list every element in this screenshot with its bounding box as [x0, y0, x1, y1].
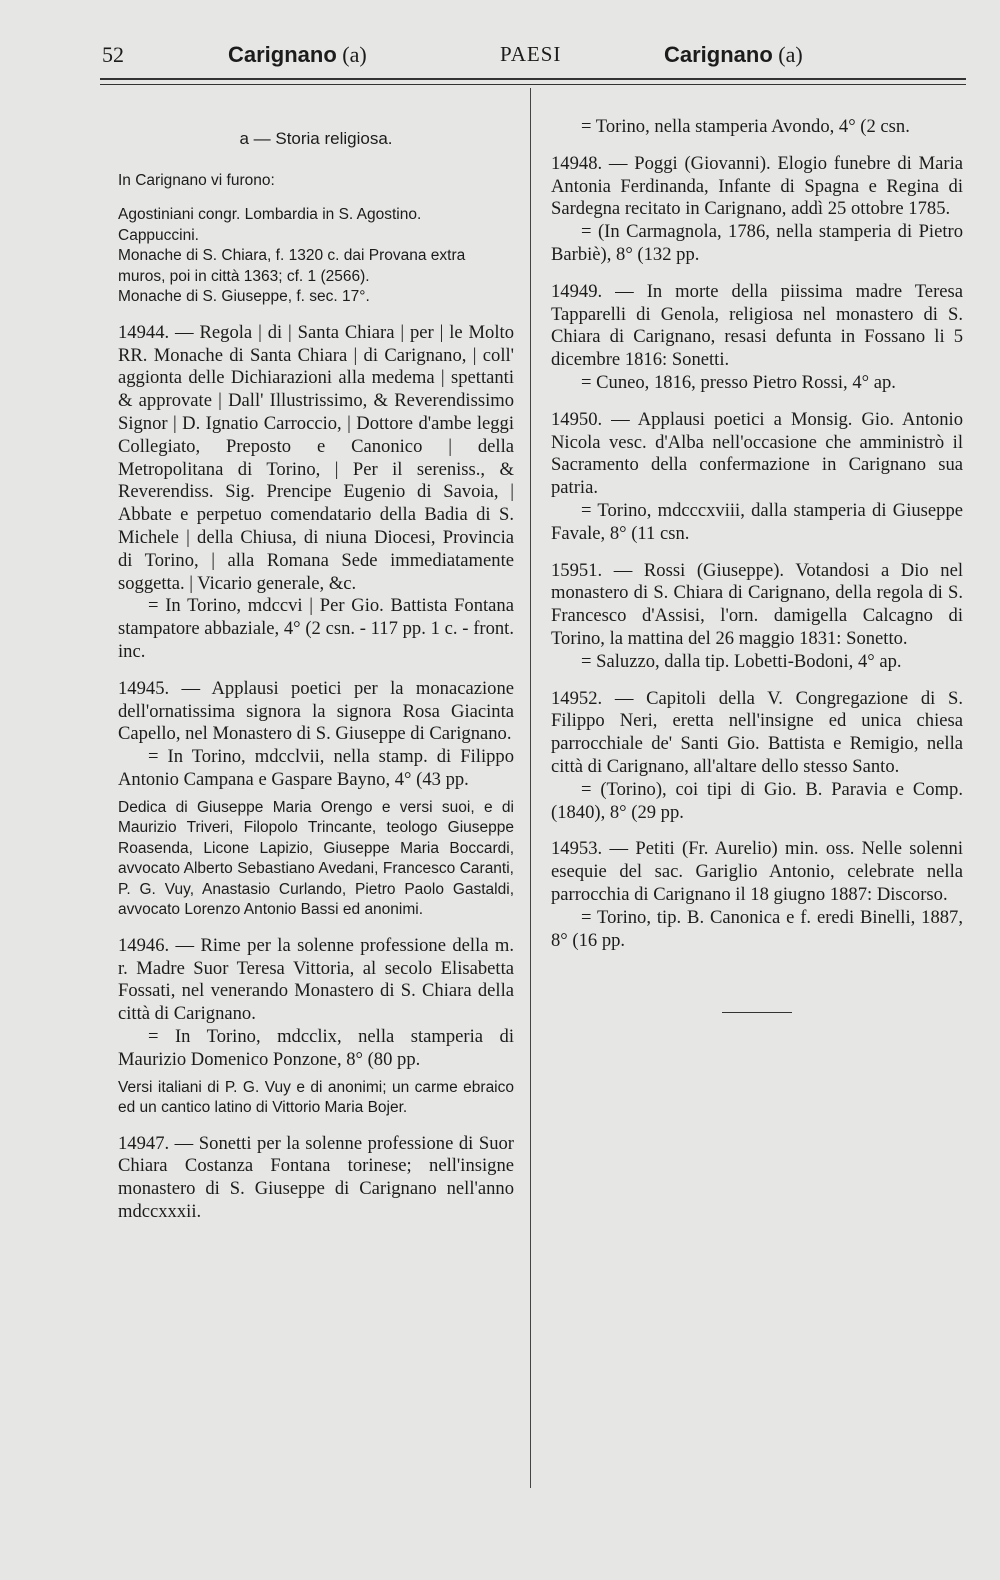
entry-imprint: = In Torino, mdcclvii, nella stamp. di Filippo Antonio Campana e Gaspare Bayno, 4° (43 pp. — [118, 746, 514, 790]
entry-imprint: = In Torino, mdccvi | Per Gio. Battista Fontana stampatore abbaziale, 4° (2 csn. - 117 pp. 1 c. - front. inc. — [118, 595, 514, 662]
header-rule-thick — [100, 78, 966, 80]
entry-imprint: = Torino, mdcccxviii, dalla stamperia di Giuseppe Favale, 8° (11 csn. — [551, 499, 963, 544]
section-intro: In Carignano vi furono: — [118, 171, 275, 189]
left-column — [118, 108, 514, 1224]
entry-imprint: = Torino, tip. B. Canonica e f. eredi Binelli, 1887, 8° (16 pp. — [551, 906, 963, 951]
entry-imprint: = Saluzzo, dalla tip. Lobetti-Bodoni, 4° ap. — [581, 650, 902, 672]
section-title: a — Storia religiosa. — [239, 129, 393, 148]
entry-body: 14947. — Sonetti per la solenne professione di Suor Chiara Costanza Fontana torinese; nell'insigne monastero di S. Giuseppe di Carignano nell'anno mdccxxxii. — [118, 1132, 514, 1222]
entry-imprint: = (In Carmagnola, 1786, nella stamperia di Pietro Barbiè), 8° (132 pp. — [551, 221, 963, 265]
header-right-title: Carignano (a) — [664, 42, 803, 67]
entry-body: 14952. — Capitoli della V. Congregazione di S. Filippo Neri, eretta nell'insigne ed unica chiesa parrocchiale de' Santi Gio. Battista e Remigio, nella città di Carignano, all'altare dello stesso Santo. — [551, 687, 963, 777]
header-left-title: Carignano (a) — [228, 42, 367, 67]
entry-body: 15951. — Rossi (Giuseppe). Votandosi a Dio nel monastero di S. Chiara di Carignano, della regola di S. Francesco d'Assisi, l'orn. damigella Calcagno di Torino, la mattina del 26 maggio 1831: Sonetto. — [551, 559, 963, 649]
entry-body: 14950. — Applausi poetici a Monsig. Gio. Antonio Nicola vesc. d'Alba nell'occasione che amministrò il Sacramento della confermazione in Carignano sua patria. — [551, 408, 963, 499]
entry-body: 14945. — Applausi poetici per la monacazione dell'ornatissima signora la signora Rosa Giacinta Capello, nel Monastero di S. Giuseppe di Carignano. — [118, 677, 514, 745]
list-item: Agostiniani congr. Lombardia in S. Agostino. — [118, 206, 422, 224]
entry-imprint: = Cuneo, 1816, presso Pietro Rossi, 4° ap. — [581, 371, 896, 393]
right-column — [551, 108, 963, 1013]
entry-body: 14953. — Petiti (Fr. Aurelio) min. oss. Nelle solenni esequie del sac. Gariglio Antonio, celebrate nella parrocchia di Carignano il 18 giugno 1887: Discorso. — [551, 838, 963, 905]
end-rule — [722, 1012, 792, 1013]
entry-note: Dedica di Giuseppe Maria Orengo e versi suoi, e di Maurizio Triveri, Filopolo Trincante, teologo Giuseppe Roasenda, Licone Lapizio, Giuseppe Maria Boccardi, avvocato Alberto Sebastiano Avedani, Francesco Caranti, P. G. Vuy, Anastasio Curlando, Pietro Paolo Gastaldi, avvocato Lorenzo Antonio Bassi ed anonimi. — [118, 798, 514, 919]
running-header — [100, 38, 966, 78]
entry-body: 14949. — In morte della piissima madre Teresa Tapparelli di Genola, religiosa nel monastero di S. Chiara di Carignano, resasi defunta in Fossano li 5 dicembre 1816: Sonetti. — [551, 280, 963, 371]
entry-body: 14944. — Regola | di | Santa Chiara | per | le Molto RR. Monache di Santa Chiara | di Carignano, | coll' aggionta delle Dichiarazioni alla medema | spettanti & approvate | Dall' Illustrissimo, & Reverendissimo Signor | D. Ignatio Carroccio, | Dottore d'ambe leggi Collegiato, Preposto e Canonico | della Metropolitana di Torino, | Per il sereniss., & Reverendiss. Sig. Prencipe Eugenio di Savoia, | Abbate e perpetuo comendatario della Badia di S. Michele | della Chiusa, di niuna Diocesi, Provincia di Torino, | alla Romana Sede immediatamente soggetta. | Vicario generale, &c. — [118, 321, 514, 594]
entry-imprint: = Torino, nella stamperia Avondo, 4° (2 csn. — [581, 116, 910, 137]
entry-body: 14948. — Poggi (Giovanni). Elogio funebre di Maria Antonia Ferdinanda, Infante di Spagna e Regina di Sardegna recitato in Carignano, addì 25 ottobre 1785. — [551, 152, 963, 220]
page-number: 52 — [102, 42, 124, 67]
header-rule-thin — [100, 84, 966, 85]
list-item: Cappuccini. — [118, 226, 199, 244]
column-divider — [530, 88, 531, 1488]
header-center-title: PAESI — [500, 42, 562, 66]
entry-note: Versi italiani di P. G. Vuy e di anonimi; un carme ebraico ed un cantico latino di Vittorio Maria Bojer. — [118, 1078, 514, 1117]
entry-body: 14946. — Rime per la solenne professione della m. r. Madre Suor Teresa Vittoria, al secolo Elisabetta Fossati, nel venerando Monastero di S. Chiara della città di Carignano. — [118, 934, 514, 1025]
list-item: Monache di S. Chiara, f. 1320 c. dai Provana extra muros, poi in città 1363; cf. 1 (2566). — [118, 247, 466, 285]
entry-imprint: = In Torino, mdcclix, nella stamperia di Maurizio Domenico Ponzone, 8° (80 pp. — [118, 1025, 514, 1070]
list-item: Monache di S. Giuseppe, f. sec. 17°. — [118, 288, 370, 306]
entry-imprint: = (Torino), coi tipi di Gio. B. Paravia e Comp. (1840), 8° (29 pp. — [551, 778, 963, 823]
